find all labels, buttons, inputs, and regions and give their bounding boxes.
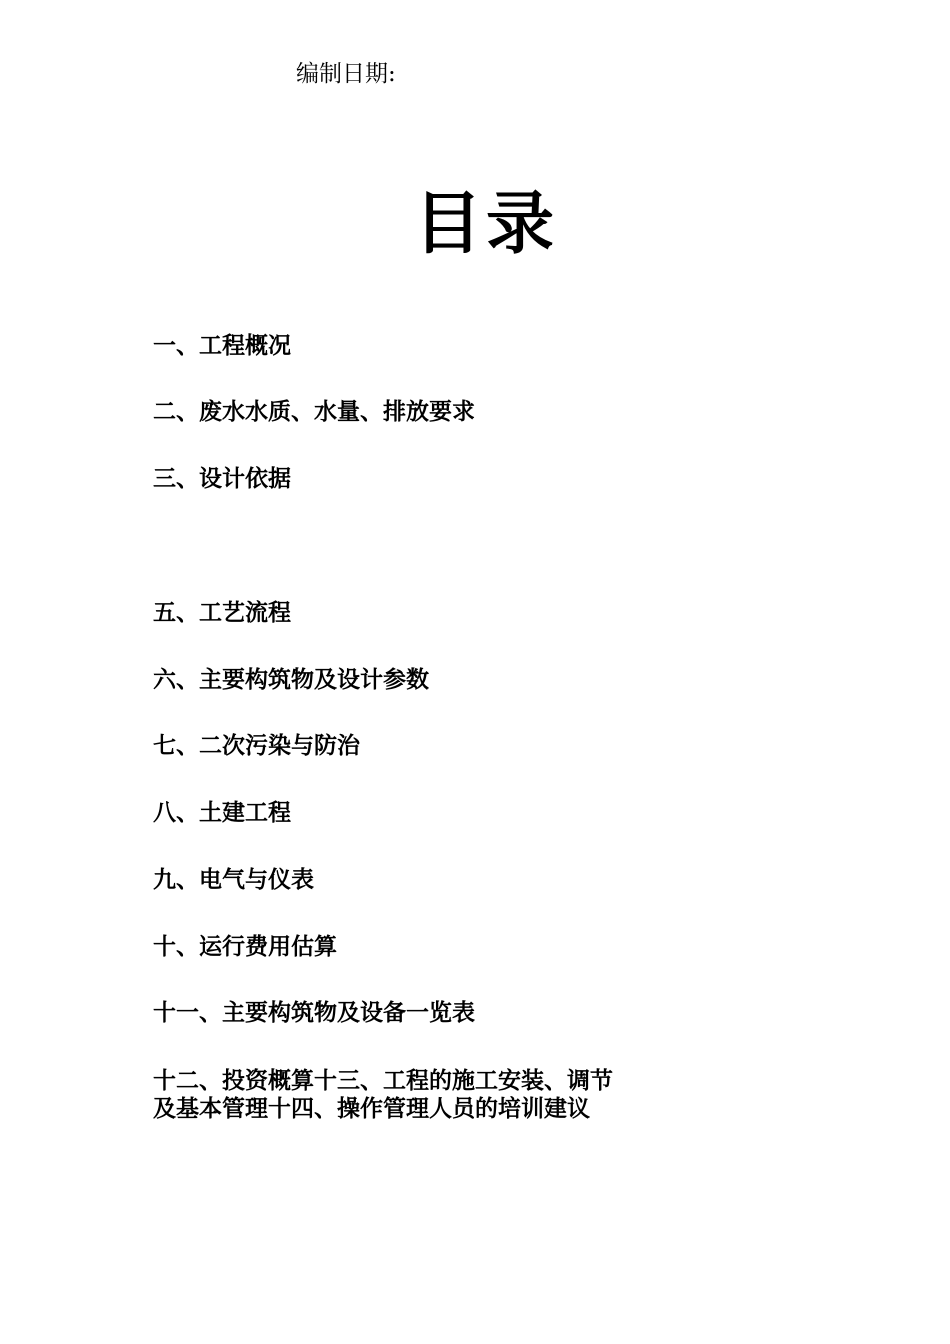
toc-item: 十、运行费用估算 xyxy=(153,934,337,960)
toc-item: 二、废水水质、水量、排放要求 xyxy=(153,399,475,425)
toc-item: 十一、主要构筑物及设备一览表 xyxy=(153,1000,475,1026)
toc-item: 十二、投资概算十三、工程的施工安装、调节及基本管理十四、操作管理人员的培训建议 xyxy=(153,1068,613,1122)
toc-item: 五、工艺流程 xyxy=(153,600,291,626)
toc-item: 六、主要构筑物及设计参数 xyxy=(153,667,429,693)
toc-item: 八、土建工程 xyxy=(153,800,291,826)
compile-date-label: 编制日期: xyxy=(296,61,396,87)
toc-item: 七、二次污染与防治 xyxy=(153,733,360,759)
toc-item: 三、设计依据 xyxy=(153,466,291,492)
toc-item: 九、电气与仪表 xyxy=(153,867,314,893)
toc-item: 一、工程概况 xyxy=(153,333,291,359)
page-title: 目录 xyxy=(413,185,558,264)
